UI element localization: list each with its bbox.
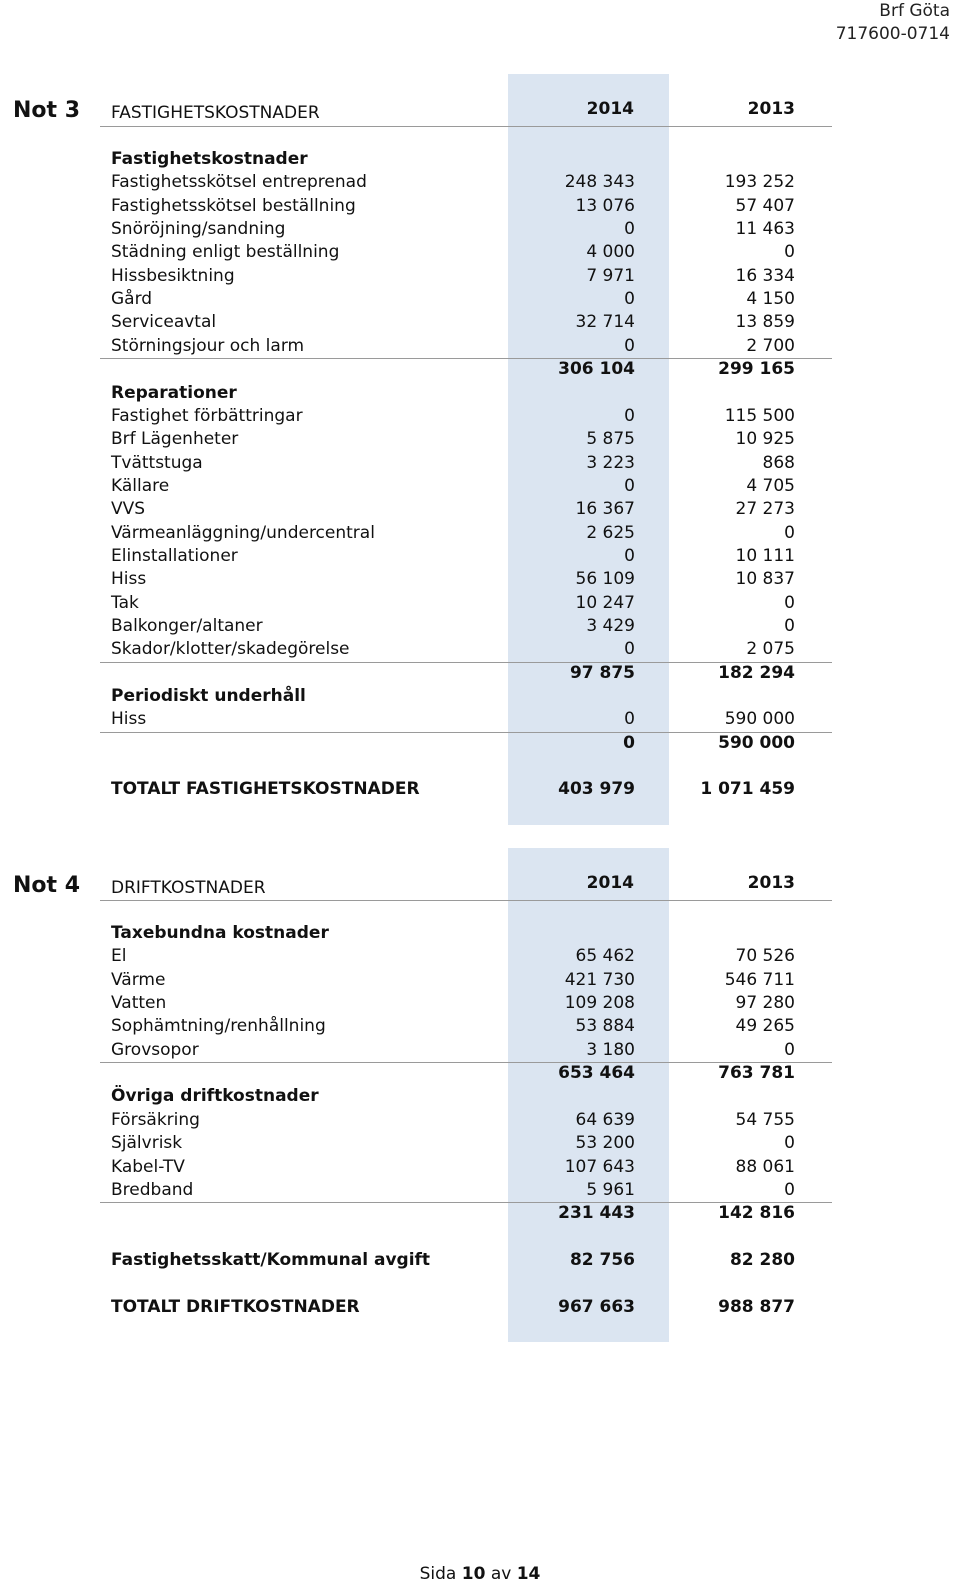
row-label: Gård [111, 289, 153, 310]
row-label: Snöröjning/sandning [111, 219, 286, 240]
table-row [0, 429, 960, 452]
table-row [0, 499, 960, 522]
table-row [0, 1157, 960, 1180]
value-current-year: 0 [624, 709, 635, 730]
table-row [0, 476, 960, 499]
note-4-year-current: 2014 [586, 873, 634, 893]
row-label: Tak [111, 592, 139, 613]
row-label: TOTALT DRIFTKOSTNADER [111, 1296, 360, 1317]
value-current-year: 306 104 [558, 359, 635, 380]
subtotal-row [0, 1203, 960, 1226]
table-row [0, 993, 960, 1016]
row-label: Fastighetsskötsel entreprenad [111, 172, 367, 193]
row-label: Balkonger/altaner [111, 616, 263, 636]
table-row [0, 569, 960, 592]
table-row [0, 289, 960, 312]
org-name: Brf Göta [879, 1, 950, 21]
section-heading-row [0, 149, 960, 172]
section-heading-row [0, 383, 960, 406]
row-label: Hiss [111, 709, 147, 730]
value-previous-year: 590 000 [724, 709, 795, 730]
value-current-year: 231 443 [558, 1203, 635, 1224]
table-row [0, 546, 960, 569]
org-number: 717600-0714 [835, 24, 950, 44]
table-row [0, 1180, 960, 1203]
row-label: Grovsopor [111, 1039, 199, 1060]
table-row [0, 1227, 960, 1250]
table-row [0, 639, 960, 662]
row-label: Brf Lägenheter [111, 429, 239, 450]
value-current-year: 0 [624, 219, 635, 240]
row-label: Bredband [111, 1179, 194, 1200]
row-label: Elinstallationer [111, 545, 238, 566]
value-current-year: 0 [624, 639, 635, 660]
row-label: Sophämtning/renhållning [111, 1016, 326, 1037]
value-current-year: 967 663 [558, 1296, 635, 1317]
value-previous-year: 0 [784, 1179, 795, 1200]
note-3-year-current: 2014 [586, 99, 634, 119]
subtotal-row [0, 1250, 960, 1273]
value-current-year: 5 961 [586, 1179, 635, 1200]
subtotal-row [0, 733, 960, 756]
row-label: Periodiskt underhåll [111, 686, 306, 707]
subtotal-row [0, 1063, 960, 1086]
value-previous-year: 0 [784, 242, 795, 263]
value-previous-year: 299 165 [718, 359, 795, 380]
value-current-year: 107 643 [564, 1156, 635, 1177]
table-row [0, 756, 960, 779]
value-current-year: 53 884 [575, 1016, 635, 1037]
value-previous-year: 10 837 [735, 569, 795, 590]
value-current-year: 3 223 [586, 452, 635, 473]
subtotal-row [0, 359, 960, 382]
value-previous-year: 142 816 [718, 1203, 795, 1224]
table-row [0, 336, 960, 359]
value-current-year: 109 208 [564, 993, 635, 1014]
value-previous-year: 97 280 [735, 993, 795, 1014]
value-previous-year: 182 294 [718, 662, 795, 683]
value-current-year: 0 [624, 335, 635, 356]
value-previous-year: 2 700 [746, 335, 795, 356]
note-4-label: Not 4 [13, 873, 81, 898]
value-previous-year: 0 [784, 522, 795, 543]
row-label: Försäkring [111, 1109, 200, 1130]
row-label: TOTALT FASTIGHETSKOSTNADER [111, 779, 420, 800]
row-label: Källare [111, 475, 170, 496]
row-label: Skador/klotter/skadegörelse [111, 639, 350, 660]
value-current-year: 13 076 [575, 195, 635, 216]
row-label: Värmeanläggning/undercentral [111, 522, 375, 543]
table-row [0, 1040, 960, 1063]
value-current-year: 65 462 [575, 946, 635, 967]
subtotal-row [0, 779, 960, 802]
page-number: 10 [461, 1564, 486, 1584]
value-previous-year: 49 265 [735, 1016, 795, 1037]
value-previous-year: 2 075 [746, 639, 795, 660]
value-previous-year: 546 711 [724, 969, 795, 990]
row-label: El [111, 946, 127, 967]
value-current-year: 16 367 [575, 499, 635, 520]
value-previous-year: 4 150 [746, 289, 795, 310]
value-current-year: 3 180 [586, 1039, 635, 1060]
row-label: Städning enligt beställning [111, 242, 340, 263]
value-previous-year: 193 252 [724, 172, 795, 193]
value-current-year: 403 979 [558, 779, 635, 800]
value-current-year: 5 875 [586, 429, 635, 450]
table-row [0, 1110, 960, 1133]
value-previous-year: 10 925 [735, 429, 795, 450]
value-current-year: 421 730 [564, 969, 635, 990]
row-label: Störningsjour och larm [111, 335, 305, 356]
note-3-title: FASTIGHETSKOSTNADER [111, 103, 320, 123]
subtotal-row [0, 663, 960, 686]
section-heading-row [0, 923, 960, 946]
row-label: VVS [111, 499, 146, 520]
value-current-year: 53 200 [575, 1133, 635, 1154]
table-row [0, 593, 960, 616]
table-row [0, 709, 960, 732]
table-row [0, 406, 960, 429]
value-previous-year: 54 755 [735, 1109, 795, 1130]
table-row [0, 523, 960, 546]
value-current-year: 97 875 [569, 662, 635, 683]
value-previous-year: 13 859 [735, 312, 795, 333]
table-row [0, 616, 960, 639]
value-previous-year: 88 061 [735, 1156, 795, 1177]
row-label: Taxebundna kostnader [111, 923, 329, 943]
table-row [0, 1133, 960, 1156]
row-label: Fastighetsskötsel beställning [111, 195, 356, 216]
page-middle: av [490, 1564, 512, 1584]
value-previous-year: 10 111 [735, 545, 795, 566]
value-current-year: 10 247 [575, 592, 635, 613]
value-current-year: 64 639 [575, 1109, 635, 1130]
row-label: Fastighet förbättringar [111, 405, 303, 426]
document-header [836, 0, 950, 46]
value-current-year: 32 714 [575, 312, 635, 333]
value-previous-year: 0 [784, 1039, 795, 1060]
table-row [0, 453, 960, 476]
value-previous-year: 82 280 [729, 1249, 795, 1270]
value-previous-year: 4 705 [746, 475, 795, 496]
value-current-year: 0 [624, 545, 635, 566]
row-label: Fastighetsskatt/Kommunal avgift [111, 1249, 431, 1270]
value-previous-year: 1 071 459 [700, 779, 795, 800]
table-row [0, 172, 960, 195]
value-previous-year: 763 781 [718, 1063, 795, 1084]
value-previous-year: 11 463 [735, 219, 795, 240]
table-row [0, 970, 960, 993]
row-label: Reparationer [111, 382, 237, 403]
section-heading-row [0, 1086, 960, 1109]
value-current-year: 82 756 [569, 1249, 635, 1270]
value-current-year: 2 625 [586, 522, 635, 543]
row-label: Värme [111, 969, 166, 990]
value-previous-year: 70 526 [735, 946, 795, 967]
subtotal-row [0, 1297, 960, 1320]
row-label: Tvättstuga [111, 452, 203, 473]
table-row [0, 1016, 960, 1039]
value-current-year: 56 109 [575, 569, 635, 590]
row-label: Hissbesiktning [111, 265, 235, 286]
note-3-year-previous: 2013 [747, 99, 795, 119]
value-current-year: 3 429 [586, 616, 635, 636]
page-footer [0, 1564, 960, 1584]
row-label: Fastighetskostnader [111, 149, 308, 169]
note-4-title: DRIFTKOSTNADER [111, 878, 266, 898]
note-3-label: Not 3 [13, 98, 81, 123]
value-current-year: 0 [624, 289, 635, 310]
row-label: Hiss [111, 569, 147, 590]
value-current-year: 248 343 [564, 172, 635, 193]
value-previous-year: 16 334 [735, 265, 795, 286]
note-4-year-previous: 2013 [747, 873, 795, 893]
value-previous-year: 0 [784, 592, 795, 613]
table-row [0, 242, 960, 265]
value-current-year: 7 971 [586, 265, 635, 286]
note-3-header-divider [100, 126, 832, 127]
row-label: Övriga driftkostnader [111, 1086, 319, 1107]
value-previous-year: 868 [762, 452, 795, 473]
table-row [0, 312, 960, 335]
value-current-year: 0 [623, 732, 635, 753]
value-previous-year: 0 [784, 616, 795, 636]
table-row [0, 1273, 960, 1296]
value-previous-year: 115 500 [724, 405, 795, 426]
table-row [0, 196, 960, 219]
note-4-header-divider [100, 900, 832, 901]
value-current-year: 0 [624, 405, 635, 426]
value-current-year: 653 464 [558, 1063, 635, 1084]
value-previous-year: 27 273 [735, 499, 795, 520]
row-label: Serviceavtal [111, 312, 217, 333]
table-row [0, 946, 960, 969]
table-row [0, 266, 960, 289]
value-previous-year: 590 000 [718, 732, 795, 753]
value-previous-year: 0 [784, 1133, 795, 1154]
row-label: Kabel-TV [111, 1156, 185, 1177]
table-row [0, 219, 960, 242]
value-current-year: 4 000 [586, 242, 635, 263]
section-heading-row [0, 686, 960, 709]
row-label: Vatten [111, 993, 167, 1014]
row-label: Självrisk [111, 1133, 183, 1154]
value-previous-year: 988 877 [718, 1296, 795, 1317]
value-current-year: 0 [624, 475, 635, 496]
page-total: 14 [516, 1564, 541, 1584]
value-previous-year: 57 407 [735, 195, 795, 216]
page-prefix: Sida [419, 1564, 457, 1584]
